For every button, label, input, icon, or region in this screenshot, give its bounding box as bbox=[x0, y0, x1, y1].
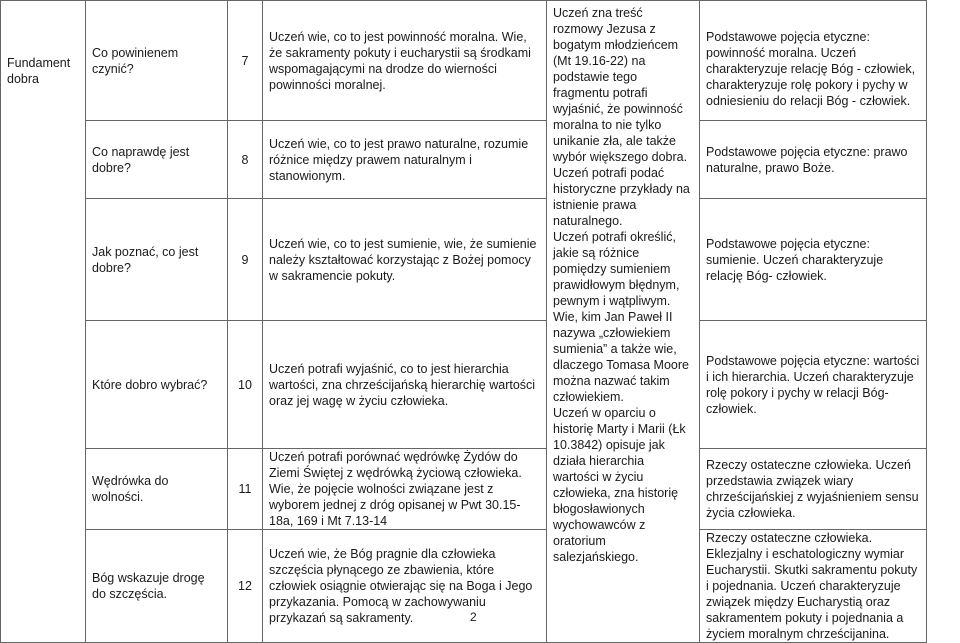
table-row bbox=[1, 199, 931, 321]
extended-item: Uczeń potrafi określić, jakie są różnice pomiędzy sumieniem prawidłowym błędnym, pewnym i wątpliwym. Wie, kim Jan Paweł II nazywa „człowiekiem sumienia” a także wie, dlaczego Tomasa Moore można nazwać takim człowiekiem. bbox=[553, 230, 689, 404]
extended-item: Uczeń zna treść rozmowy Jezusa z bogatym młodzieńcem (Mt 19.16-22) na podstawie tego fragmentu potrafi wyjaśnić, że powinność moralna to nie tylko unikanie zła, ale także wybór większego dobra. bbox=[553, 6, 688, 164]
theme-cell: Fundament dobra bbox=[1, 1, 86, 643]
requirement-cell: Uczeń potrafi wyjaśnić, co to jest hierarchia wartości, zna chrześcijańską hierarchię wartości oraz jej wagę w życiu człowieka. bbox=[263, 321, 547, 449]
hours-cell: 9 bbox=[228, 199, 263, 321]
concept-cell: Podstawowe pojęcia etyczne: powinność moralna. Uczeń charakteryzuje relację Bóg - człowiek, charakteryzuje rolę pokory i pychy w odniesieniu do relacji Bóg - człowiek. bbox=[700, 1, 927, 121]
table-row bbox=[1, 121, 931, 199]
concept-cell: Podstawowe pojęcia etyczne: wartości i ich hierarchia. Uczeń charakteryzuje rolę pokory i pychy w relacji Bóg- człowiek. bbox=[700, 321, 927, 449]
page-number: 2 bbox=[470, 610, 477, 624]
requirement-cell: Uczeń wie, że Bóg pragnie dla człowieka szczęścia płynącego ze zbawienia, które człowiek osiągnie otwierając się na Boga i Jego przykazania. Pomocą w zachowywaniu przykazań są sakramenty. bbox=[263, 530, 547, 643]
topic-cell: Które dobro wybrać? bbox=[86, 321, 228, 449]
requirement-cell: Uczeń potrafi porównać wędrówkę Żydów do Ziemi Świętej z wędrówką życiową człowieka. Wie, że pojęcie wolności związane jest z wyborem jednej z dróg opisanej w Pwt 30.15-18a, 169 i Mt 7.13-14 bbox=[263, 449, 547, 530]
hours-cell: 11 bbox=[228, 449, 263, 530]
table-row bbox=[1, 321, 931, 449]
topic-cell: Wędrówka do wolności. bbox=[86, 449, 228, 530]
concept-cell: Rzeczy ostateczne człowieka. Uczeń przedstawia związek wiary chrześcijańskiej z wyjaśnieniem sensu życia człowieka. bbox=[700, 449, 927, 530]
topic-cell: Co powinienem czynić? bbox=[86, 1, 228, 121]
topic-cell: Bóg wskazuje drogę do szczęścia. bbox=[86, 530, 228, 643]
extended-requirements-cell bbox=[547, 1, 700, 643]
table-row bbox=[1, 1, 931, 121]
hours-cell: 10 bbox=[228, 321, 263, 449]
hours-cell: 12 bbox=[228, 530, 263, 643]
topic-cell: Co naprawdę jest dobre? bbox=[86, 121, 228, 199]
requirement-cell: Uczeń wie, co to jest sumienie, wie, że sumienie należy kształtować korzystając z Bożej pomocy w sakramencie pokuty. bbox=[263, 199, 547, 321]
concept-cell: Rzeczy ostateczne człowieka. Eklezjalny i eschatologiczny wymiar Eucharystii. Skutki sakramentu pokuty i pojednania. Uczeń charakteryzuje związek między Eucharystią oraz sakramentem pokuty i pojednania a życiem moralnym chrześcijanina. bbox=[700, 530, 927, 643]
table-row bbox=[1, 449, 931, 530]
hours-cell: 7 bbox=[228, 1, 263, 121]
extended-item: Uczeń potrafi podać historyczne przykłady na istnienie prawa naturalnego. bbox=[553, 166, 690, 228]
concept-cell: Podstawowe pojęcia etyczne: prawo naturalne, prawo Boże. bbox=[700, 121, 927, 199]
extended-item: Uczeń w oparciu o historię Marty i Marii (Łk 10.3842) opisuje jak działa hierarchia wartości w życiu człowieka, zna historię błogosławionych wychowawców z oratorium salezjańskiego. bbox=[553, 406, 686, 564]
requirement-cell: Uczeń wie, co to jest powinność moralna. Wie, że sakramenty pokuty i eucharystii są środkami wspomagającymi na drodze do wierności powinności moralnej. bbox=[263, 1, 547, 121]
concept-cell: Podstawowe pojęcia etyczne: sumienie. Uczeń charakteryzuje relację Bóg- człowiek. bbox=[700, 199, 927, 321]
topic-cell: Jak poznać, co jest dobre? bbox=[86, 199, 228, 321]
requirement-cell: Uczeń wie, co to jest prawo naturalne, rozumie różnice między prawem naturalnym i stanowionym. bbox=[263, 121, 547, 199]
hours-cell: 8 bbox=[228, 121, 263, 199]
